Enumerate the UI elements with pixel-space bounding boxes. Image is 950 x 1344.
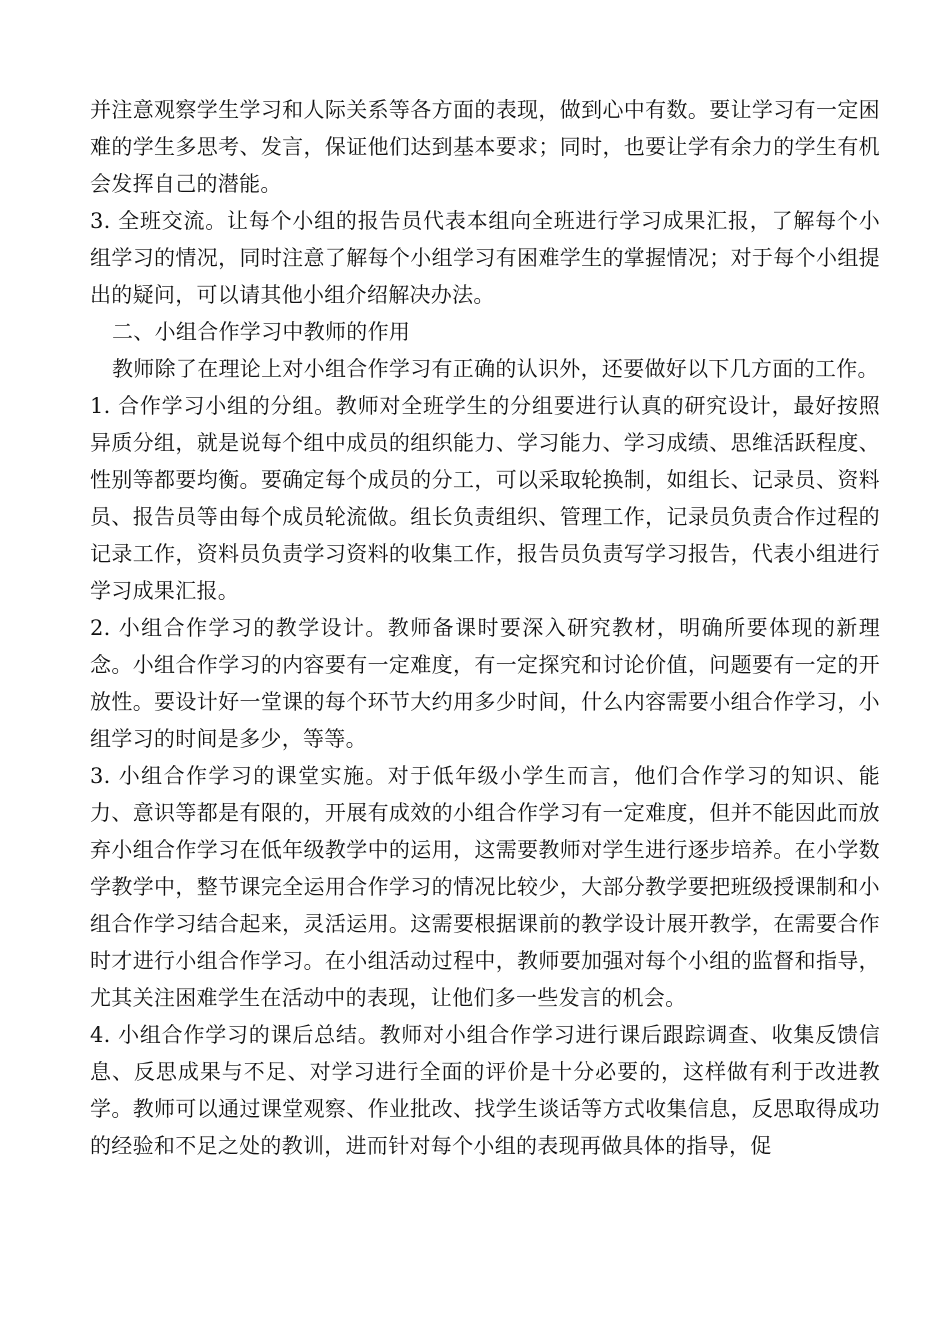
paragraph-classroom-implementation: 3. 小组合作学习的课堂实施。对于低年级小学生而言，他们合作学习的知识、能力、意识等都是有限的，开展有成效的小组合作学习有一定难度，但并不能因此而放弃小组合作学习在低年级教学中的运用，这需要教师对学生进行逐步培养。在小学数学教学中，整节课完全运用合作学习的情况比较少，大部分教学要把班级授课制和小组合作学习结合起来，灵活运用。这需要根据课前的教学设计展开教学，在需要合作时才进行小组合作学习。在小组活动过程中，教师要加强对每个小组的监督和指导，尤其关注困难学生在活动中的表现，让他们多一些发言的机会。	[90, 764, 880, 1010]
document-page	[90, 92, 880, 1165]
paragraph-continuation: 并注意观察学生学习和人际关系等各方面的表现，做到心中有数。要让学习有一定困难的学生多思考、发言，保证他们达到基本要求；同时，也要让学有余力的学生有机会发挥自己的潜能。	[90, 98, 880, 196]
paragraph-summary: 4. 小组合作学习的课后总结。教师对小组合作学习进行课后跟踪调查、收集反馈信息、反思成果与不足、对学习进行全面的评价是十分必要的，这样做有利于改进教学。教师可以通过课堂观察、作业批改、找学生谈话等方式收集信息，反思取得成功的经验和不足之处的教训，进而针对每个小组的表现再做具体的指导，促	[90, 1023, 880, 1158]
paragraph-intro: 教师除了在理论上对小组合作学习有正确的认识外，还要做好以下几方面的工作。	[112, 357, 879, 381]
section-heading: 二、小组合作学习中教师的作用	[112, 320, 411, 344]
paragraph-grouping: 1. 合作学习小组的分组。教师对全班学生的分组要进行认真的研究设计，最好按照异质分组，就是说每个组中成员的组织能力、学习能力、学习成绩、思维活跃程度、性别等都要均衡。要确定每个成员的分工，可以采取轮换制，如组长、记录员、资料员、报告员等由每个成员轮流做。组长负责组织、管理工作，记录员负责合作过程的记录工作，资料员负责学习资料的收集工作，报告员负责写学习报告，代表小组进行学习成果汇报。	[90, 394, 880, 603]
paragraph-class-exchange: 3. 全班交流。让每个小组的报告员代表本组向全班进行学习成果汇报，了解每个小组学习的情况，同时注意了解每个小组学习有困难学生的掌握情况；对于每个小组提出的疑问，可以请其他小组介绍解决办法。	[90, 209, 880, 307]
paragraph-teaching-design: 2. 小组合作学习的教学设计。教师备课时要深入研究教材，明确所要体现的新理念。小组合作学习的内容要有一定难度，有一定探究和讨论价值，问题要有一定的开放性。要设计好一堂课的每个环节大约用多少时间，什么内容需要小组合作学习，小组学习的时间是多少，等等。	[90, 616, 880, 751]
